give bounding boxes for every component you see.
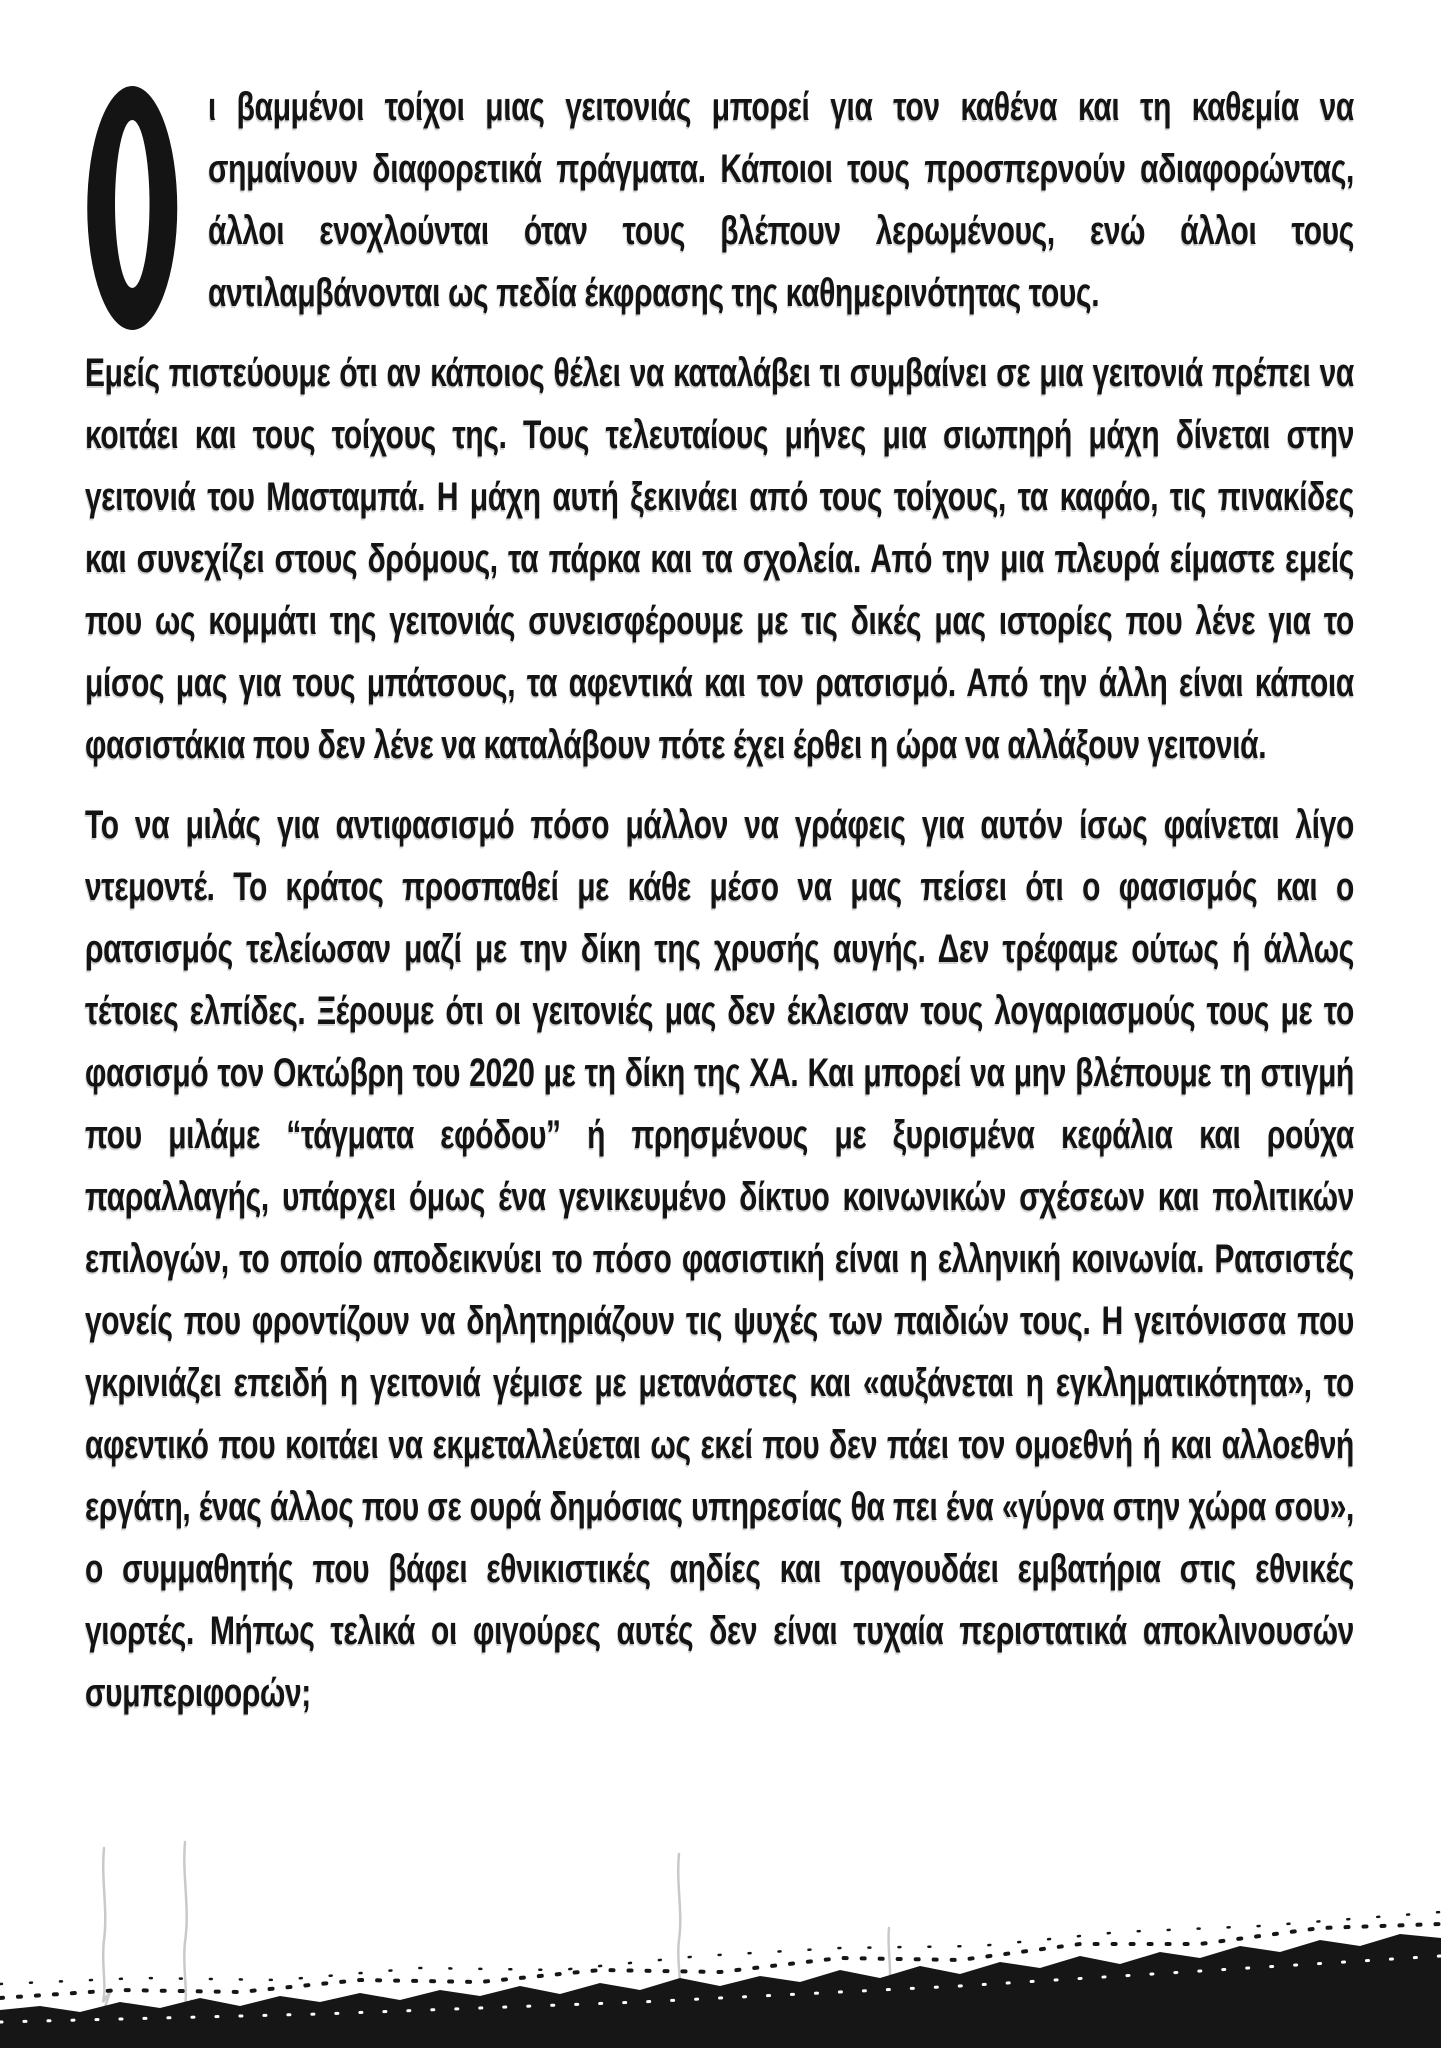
paragraph-3: Το να μιλάς για αντιφασισμό πόσο μάλλον να γράφεις για αυτόν ίσως φαίνεται λίγο ντεμοντέ. Το κράτος προσπαθεί με κάθε μέσο να μας πείσει ότι ο φασισμός και ο ρατσισμός τελείωσαν μαζί με την δίκη της χρυσής αυγής. Δεν τρέφαμε ούτως ή άλλως τέτοιες ελπίδες. Ξέρουμε ότι οι γειτονιές μας δεν έκλεισαν τους λογαριασμούς τους με το φασισμό τον Οκτώβρη του 2020 με τη δίκη της ΧΑ. Και μπορεί να μην βλέπουμε τη στιγμή που μιλάμε “τάγματα εφόδου” ή πρησμένους με ξυρισμένα κεφάλια και ρούχα παραλλαγής, υπάρχει όμως ένα γενικευμένο δίκτυο κοινωνικών σχέσεων και πολιτικών επιλογών, το οποίο αποδεικνύει το πόσο φασιστική είναι η ελληνική κοινωνία. Ρατσιστές γονείς που φροντίζουν να δηλητηριάζουν τις ψυχές των παιδιών τους. Η γειτόνισσα που γκρινιάζει επειδή η γειτονιά γέμισε με μετανάστες και «αυξάνεται η εγκληματικότητα», το αφεντικό που κοιτάει να εκμεταλλεύεται ως εκεί που δεν πάει τον ομοεθνή ή και αλλοεθνή εργάτη, ένας άλλος που σε ουρά δημόσιας υπηρεσίας θα πει ένα «γύρνα στην χώρα σου», ο συμμαθητής που βάφει εθνικιστικές αηδίες και τραγουδάει εμβατήρια στις εθνικές γιορτές. Μήπως τελικά οι φιγούρες αυτές δεν είναι τυχαία περιστατικά αποκλινουσών συμπεριφορών; (85, 803, 1354, 1715)
article-body (85, 0, 1354, 1742)
dropcap-letter (85, 334, 86, 335)
paragraph-1-text: ι βαμμένοι τοίχοι μιας γειτονιάς μπορεί για τον καθένα και τη καθεμία να σημαίνουν διαφορετικά πράγματα. Κάποιοι τους προσπερνούν αδιαφορώντας, άλλοι ενοχλούνται όταν τους βλέπουν λερωμένους, ενώ άλλοι τους αντιλαμβάνονται ως πεδία έκφρασης της καθημερινότητας τους. (208, 85, 1354, 315)
paragraph-2: Εμείς πιστεύουμε ότι αν κάποιος θέλει να καταλάβει τι συμβαίνει σε μια γειτονιά πρέπει να κοιτάει και τους τοίχους της. Τους τελευταίους μήνες μια σιωπηρή μάχη δίνεται στην γειτονιά του Μασταμπά. Η μάχη αυτή ξεκινάει από τους τοίχους, τα καφάο, τις πινακίδες και συνεχίζει στους δρόμους, τα πάρκα και τα σχολεία. Από την μια πλευρά είμαστε εμείς που ως κομμάτι της γειτονιάς συνεισφέρουμε με τις δικές μας ιστορίες που λένε για το μίσος μας για τους μπάτσους, τα αφεντικά και τον ρατσισμό. Από την άλλη είναι κάποια φασιστάκια που δεν λένε να καταλάβουν πότε έχει έρθει η ώρα να αλλάξουν γειτονιά. (85, 351, 1354, 767)
dropcap-o-glyph (85, 82, 183, 334)
paragraph-1 (85, 76, 1354, 324)
dropcap-o (85, 82, 183, 334)
torn-paper-footer (0, 1780, 1441, 2048)
